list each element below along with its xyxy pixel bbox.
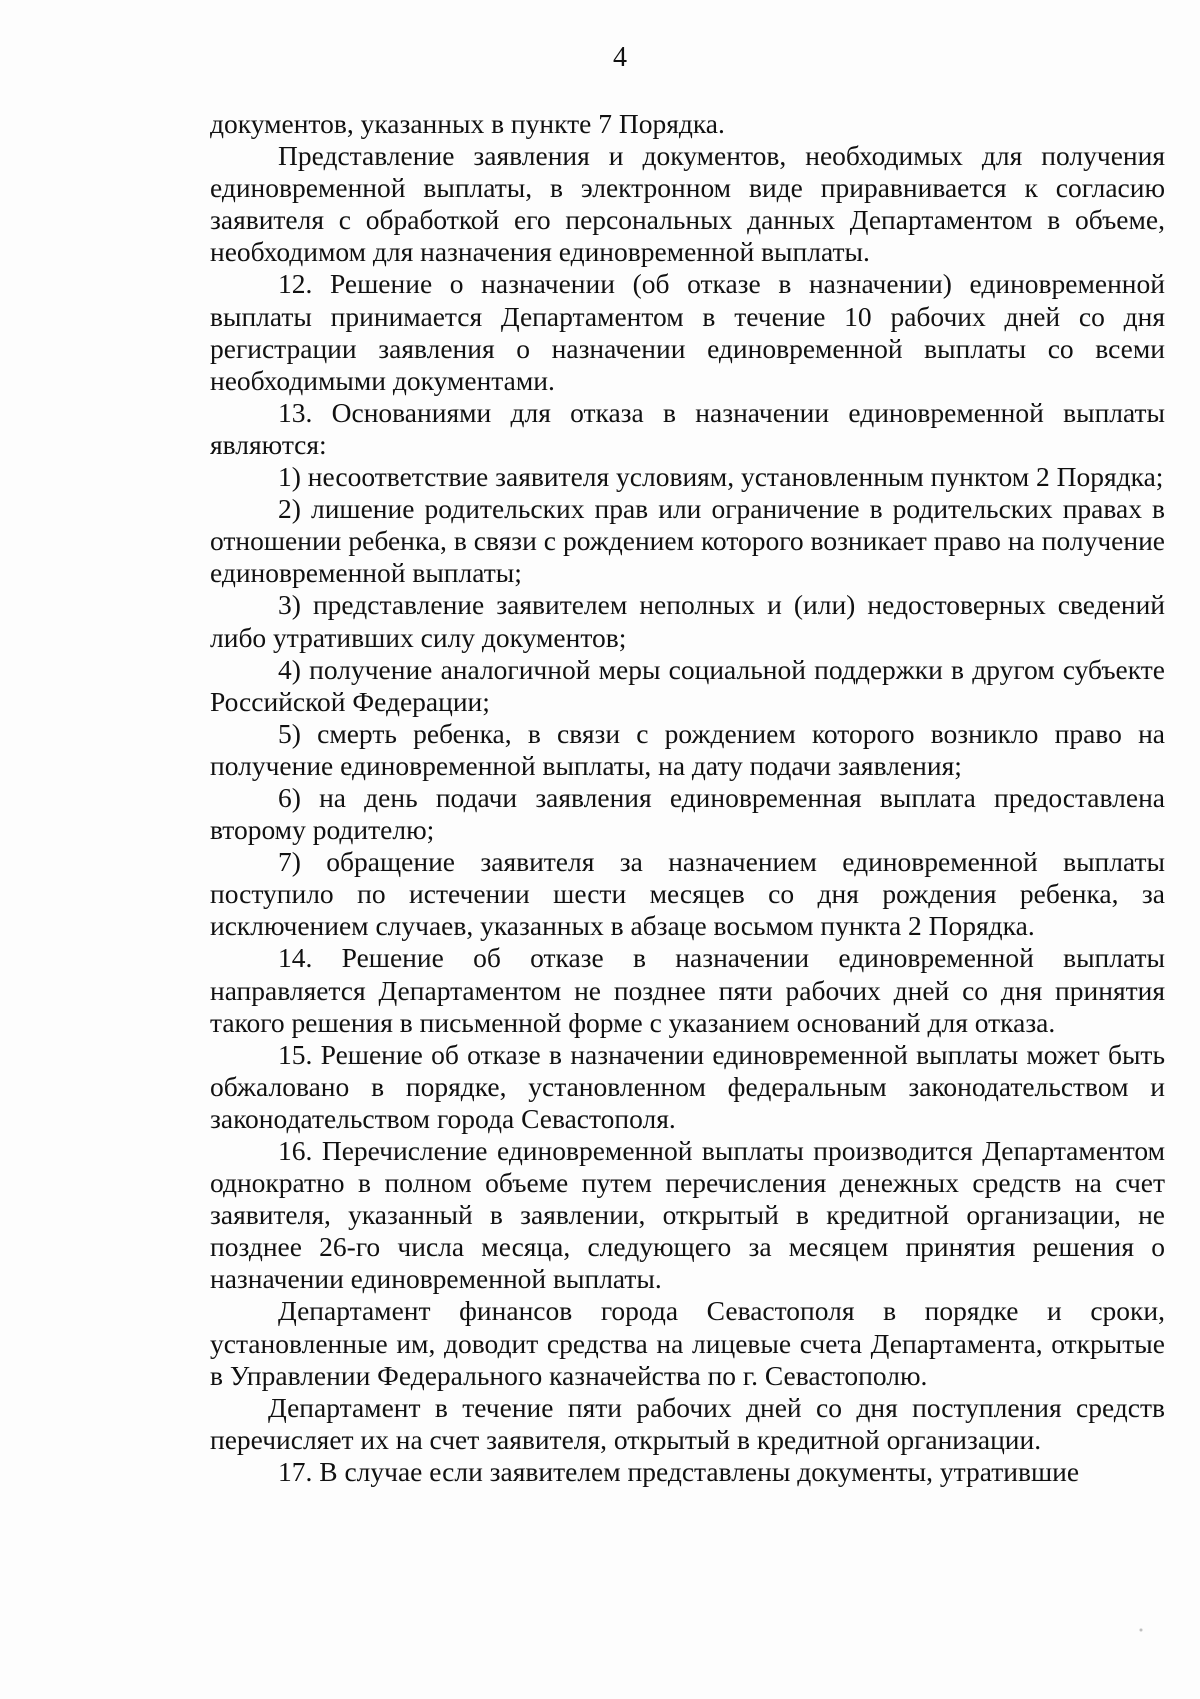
paragraph: Представление заявления и документов, необходимых для получения единовременной выплаты, в электронном виде приравнивается к согласию заявителя с обработкой его персональных данных Департаментом в объеме, необходимом для назначения единовременной выплаты.: [210, 140, 1165, 268]
paragraph: 17. В случае если заявителем представлены документы, утратившие: [278, 1455, 1080, 1487]
paragraph: Департамент финансов города Севастополя в порядке и сроки, установленные им, доводит средства на лицевые счета Департамента, открытые в Управлении Федерального казначейства по г. Севастополю.: [210, 1295, 1165, 1391]
list-item: 5) смерть ребенка, в связи с рождением которого возникло право на получение единовременной выплаты, на дату подачи заявления;: [210, 717, 1165, 781]
list-item: 1) несоответствие заявителя условиям, установленным пунктом 2 Порядка;: [278, 461, 1164, 493]
paragraph: Департамент в течение пяти рабочих дней со дня поступления средств перечисляет их на счет заявителя, открытый в кредитной организации.: [210, 1391, 1165, 1455]
paragraph: 16. Перечисление единовременной выплаты производится Департаментом однократно в полном объеме путем перечисления денежных средств на счет заявителя, указанный в заявлении, открытый в кредитной организации, не позднее 26-го числа месяца, следующего за месяцем принятия решения о назначении единовременной выплаты.: [210, 1135, 1165, 1295]
paragraph: 15. Решение об отказе в назначении единовременной выплаты может быть обжаловано в порядке, установленном федеральным законодательством и законодательством города Севастополя.: [210, 1038, 1165, 1134]
paragraph: документов, указанных в пункте 7 Порядка.: [210, 108, 725, 139]
list-item: 2) лишение родительских прав или ограничение в родительских правах в отношении ребенка, в связи с рождением которого возникает право на получение единовременной выплаты;: [210, 493, 1165, 589]
list-item: 3) представление заявителем неполных и (или) недостоверных сведений либо утративших силу документов;: [210, 589, 1165, 653]
paragraph: 14. Решение об отказе в назначении единовременной выплаты направляется Департаментом не позднее пяти рабочих дней со дня принятия такого решения в письменной форме с указанием оснований для отказа.: [210, 942, 1165, 1038]
page-number: 4: [613, 42, 627, 73]
list-item: 4) получение аналогичной меры социальной поддержки в другом субъекте Российской Федерации;: [210, 653, 1165, 717]
paragraph: 13. Основаниями для отказа в назначении единовременной выплаты являются:: [210, 396, 1165, 460]
list-item: 6) на день подачи заявления единовременная выплата предоставлена второму родителю;: [210, 781, 1165, 846]
paragraph: 12. Решение о назначении (об отказе в назначении) единовременной выплаты принимается Департаментом в течение 10 рабочих дней со дня регистрации заявления о назначении единовременной выплаты со всеми необходимыми документами.: [210, 268, 1165, 396]
scan-speck: [1134, 1623, 1148, 1637]
list-item: 7) обращение заявителя за назначением единовременной выплаты поступило по истечении шести месяцев со дня рождения ребенка, за исключением случаев, указанных в абзаце восьмом пункта 2 Порядка.: [210, 846, 1165, 942]
document-body: [210, 108, 1165, 1488]
